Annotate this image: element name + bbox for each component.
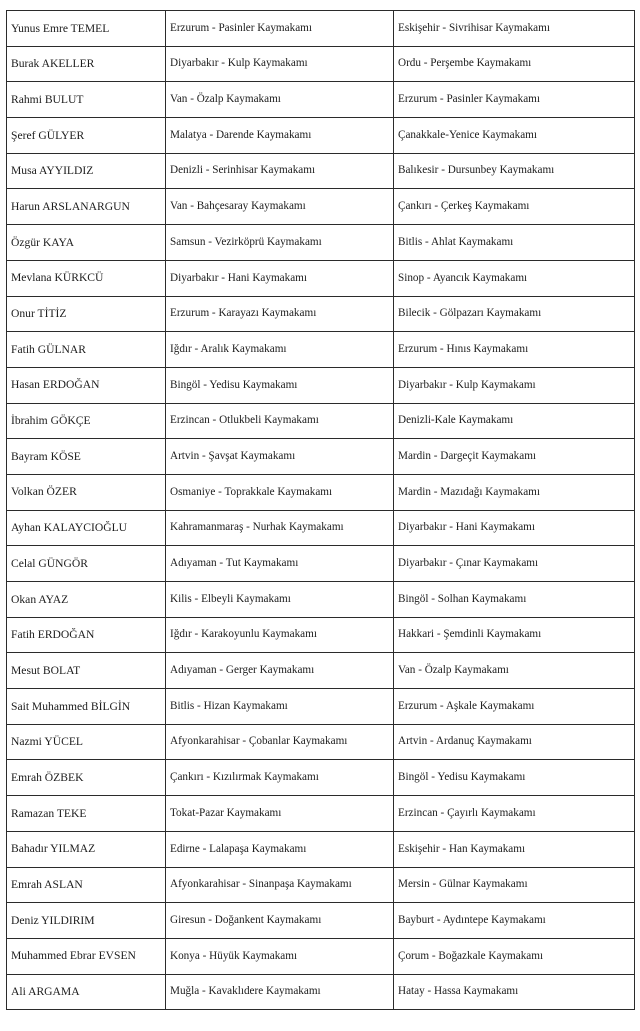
table-row xyxy=(7,938,635,974)
current-post-cell: Konya - Hüyük Kaymakamı xyxy=(166,938,394,974)
current-post-cell: Diyarbakır - Kulp Kaymakamı xyxy=(166,46,394,82)
name-cell: Rahmi BULUT xyxy=(7,82,166,118)
name-cell: Musa AYYILDIZ xyxy=(7,153,166,189)
new-post-cell: Bayburt - Aydıntepe Kaymakamı xyxy=(394,903,635,939)
new-post-cell: Hatay - Hassa Kaymakamı xyxy=(394,974,635,1010)
new-post-cell: Eskişehir - Sivrihisar Kaymakamı xyxy=(394,11,635,47)
current-post-cell: Artvin - Şavşat Kaymakamı xyxy=(166,439,394,475)
name-cell: Mesut BOLAT xyxy=(7,653,166,689)
name-cell: Harun ARSLANARGUN xyxy=(7,189,166,225)
table-row xyxy=(7,189,635,225)
new-post-cell: Bingöl - Yedisu Kaymakamı xyxy=(394,760,635,796)
table-row xyxy=(7,474,635,510)
new-post-cell: Diyarbakır - Çınar Kaymakamı xyxy=(394,546,635,582)
current-post-cell: Muğla - Kavaklıdere Kaymakamı xyxy=(166,974,394,1010)
name-cell: Yunus Emre TEMEL xyxy=(7,11,166,47)
new-post-cell: Bilecik - Gölpazarı Kaymakamı xyxy=(394,296,635,332)
table-row xyxy=(7,153,635,189)
current-post-cell: Tokat-Pazar Kaymakamı xyxy=(166,796,394,832)
table-row xyxy=(7,11,635,47)
name-cell: Ayhan KALAYCIOĞLU xyxy=(7,510,166,546)
new-post-cell: Eskişehir - Han Kaymakamı xyxy=(394,831,635,867)
table-row xyxy=(7,403,635,439)
name-cell: İbrahim GÖKÇE xyxy=(7,403,166,439)
new-post-cell: Denizli-Kale Kaymakamı xyxy=(394,403,635,439)
new-post-cell: Çankırı - Çerkeş Kaymakamı xyxy=(394,189,635,225)
name-cell: Deniz YILDIRIM xyxy=(7,903,166,939)
appointments-table xyxy=(6,10,635,1010)
new-post-cell: Erzurum - Pasinler Kaymakamı xyxy=(394,82,635,118)
table-row xyxy=(7,118,635,154)
table-row xyxy=(7,225,635,261)
new-post-cell: Erzurum - Hınıs Kaymakamı xyxy=(394,332,635,368)
table-row xyxy=(7,46,635,82)
new-post-cell: Sinop - Ayancık Kaymakamı xyxy=(394,260,635,296)
new-post-cell: Diyarbakır - Kulp Kaymakamı xyxy=(394,367,635,403)
new-post-cell: Çorum - Boğazkale Kaymakamı xyxy=(394,938,635,974)
name-cell: Mevlana KÜRKCÜ xyxy=(7,260,166,296)
table-row xyxy=(7,867,635,903)
name-cell: Okan AYAZ xyxy=(7,582,166,618)
name-cell: Ramazan TEKE xyxy=(7,796,166,832)
current-post-cell: Osmaniye - Toprakkale Kaymakamı xyxy=(166,474,394,510)
current-post-cell: Çankırı - Kızılırmak Kaymakamı xyxy=(166,760,394,796)
current-post-cell: Kilis - Elbeyli Kaymakamı xyxy=(166,582,394,618)
name-cell: Fatih GÜLNAR xyxy=(7,332,166,368)
name-cell: Özgür KAYA xyxy=(7,225,166,261)
name-cell: Emrah ÖZBEK xyxy=(7,760,166,796)
new-post-cell: Bingöl - Solhan Kaymakamı xyxy=(394,582,635,618)
new-post-cell: Mersin - Gülnar Kaymakamı xyxy=(394,867,635,903)
current-post-cell: Malatya - Darende Kaymakamı xyxy=(166,118,394,154)
name-cell: Ali ARGAMA xyxy=(7,974,166,1010)
table-row xyxy=(7,82,635,118)
name-cell: Bahadır YILMAZ xyxy=(7,831,166,867)
table-row xyxy=(7,831,635,867)
current-post-cell: Edirne - Lalapaşa Kaymakamı xyxy=(166,831,394,867)
current-post-cell: Erzurum - Pasinler Kaymakamı xyxy=(166,11,394,47)
document-page xyxy=(6,10,634,1010)
table-row xyxy=(7,760,635,796)
table-row xyxy=(7,546,635,582)
name-cell: Volkan ÖZER xyxy=(7,474,166,510)
table-row xyxy=(7,689,635,725)
new-post-cell: Hakkari - Şemdinli Kaymakamı xyxy=(394,617,635,653)
table-row xyxy=(7,617,635,653)
current-post-cell: Afyonkarahisar - Çobanlar Kaymakamı xyxy=(166,724,394,760)
new-post-cell: Van - Özalp Kaymakamı xyxy=(394,653,635,689)
table-row xyxy=(7,332,635,368)
appointments-table-body xyxy=(7,11,635,1010)
current-post-cell: Denizli - Serinhisar Kaymakamı xyxy=(166,153,394,189)
table-row xyxy=(7,974,635,1010)
table-row xyxy=(7,439,635,475)
new-post-cell: Bitlis - Ahlat Kaymakamı xyxy=(394,225,635,261)
current-post-cell: Iğdır - Aralık Kaymakamı xyxy=(166,332,394,368)
table-row xyxy=(7,510,635,546)
table-row xyxy=(7,260,635,296)
current-post-cell: Diyarbakır - Hani Kaymakamı xyxy=(166,260,394,296)
table-row xyxy=(7,296,635,332)
table-row xyxy=(7,903,635,939)
name-cell: Muhammed Ebrar EVSEN xyxy=(7,938,166,974)
new-post-cell: Çanakkale-Yenice Kaymakamı xyxy=(394,118,635,154)
current-post-cell: Adıyaman - Gerger Kaymakamı xyxy=(166,653,394,689)
table-row xyxy=(7,796,635,832)
current-post-cell: Kahramanmaraş - Nurhak Kaymakamı xyxy=(166,510,394,546)
name-cell: Celal GÜNGÖR xyxy=(7,546,166,582)
current-post-cell: Bitlis - Hizan Kaymakamı xyxy=(166,689,394,725)
table-row xyxy=(7,367,635,403)
table-row xyxy=(7,724,635,760)
current-post-cell: Erzincan - Otlukbeli Kaymakamı xyxy=(166,403,394,439)
current-post-cell: Afyonkarahisar - Sinanpaşa Kaymakamı xyxy=(166,867,394,903)
new-post-cell: Erzincan - Çayırlı Kaymakamı xyxy=(394,796,635,832)
name-cell: Emrah ASLAN xyxy=(7,867,166,903)
current-post-cell: Iğdır - Karakoyunlu Kaymakamı xyxy=(166,617,394,653)
name-cell: Onur TİTİZ xyxy=(7,296,166,332)
new-post-cell: Artvin - Ardanuç Kaymakamı xyxy=(394,724,635,760)
current-post-cell: Adıyaman - Tut Kaymakamı xyxy=(166,546,394,582)
table-row xyxy=(7,653,635,689)
table-row xyxy=(7,582,635,618)
new-post-cell: Mardin - Dargeçit Kaymakamı xyxy=(394,439,635,475)
name-cell: Nazmi YÜCEL xyxy=(7,724,166,760)
name-cell: Fatih ERDOĞAN xyxy=(7,617,166,653)
new-post-cell: Balıkesir - Dursunbey Kaymakamı xyxy=(394,153,635,189)
name-cell: Burak AKELLER xyxy=(7,46,166,82)
current-post-cell: Samsun - Vezirköprü Kaymakamı xyxy=(166,225,394,261)
name-cell: Sait Muhammed BİLGİN xyxy=(7,689,166,725)
current-post-cell: Van - Bahçesaray Kaymakamı xyxy=(166,189,394,225)
name-cell: Bayram KÖSE xyxy=(7,439,166,475)
new-post-cell: Mardin - Mazıdağı Kaymakamı xyxy=(394,474,635,510)
current-post-cell: Van - Özalp Kaymakamı xyxy=(166,82,394,118)
new-post-cell: Ordu - Perşembe Kaymakamı xyxy=(394,46,635,82)
name-cell: Şeref GÜLYER xyxy=(7,118,166,154)
new-post-cell: Erzurum - Aşkale Kaymakamı xyxy=(394,689,635,725)
current-post-cell: Bingöl - Yedisu Kaymakamı xyxy=(166,367,394,403)
current-post-cell: Giresun - Doğankent Kaymakamı xyxy=(166,903,394,939)
name-cell: Hasan ERDOĞAN xyxy=(7,367,166,403)
current-post-cell: Erzurum - Karayazı Kaymakamı xyxy=(166,296,394,332)
new-post-cell: Diyarbakır - Hani Kaymakamı xyxy=(394,510,635,546)
